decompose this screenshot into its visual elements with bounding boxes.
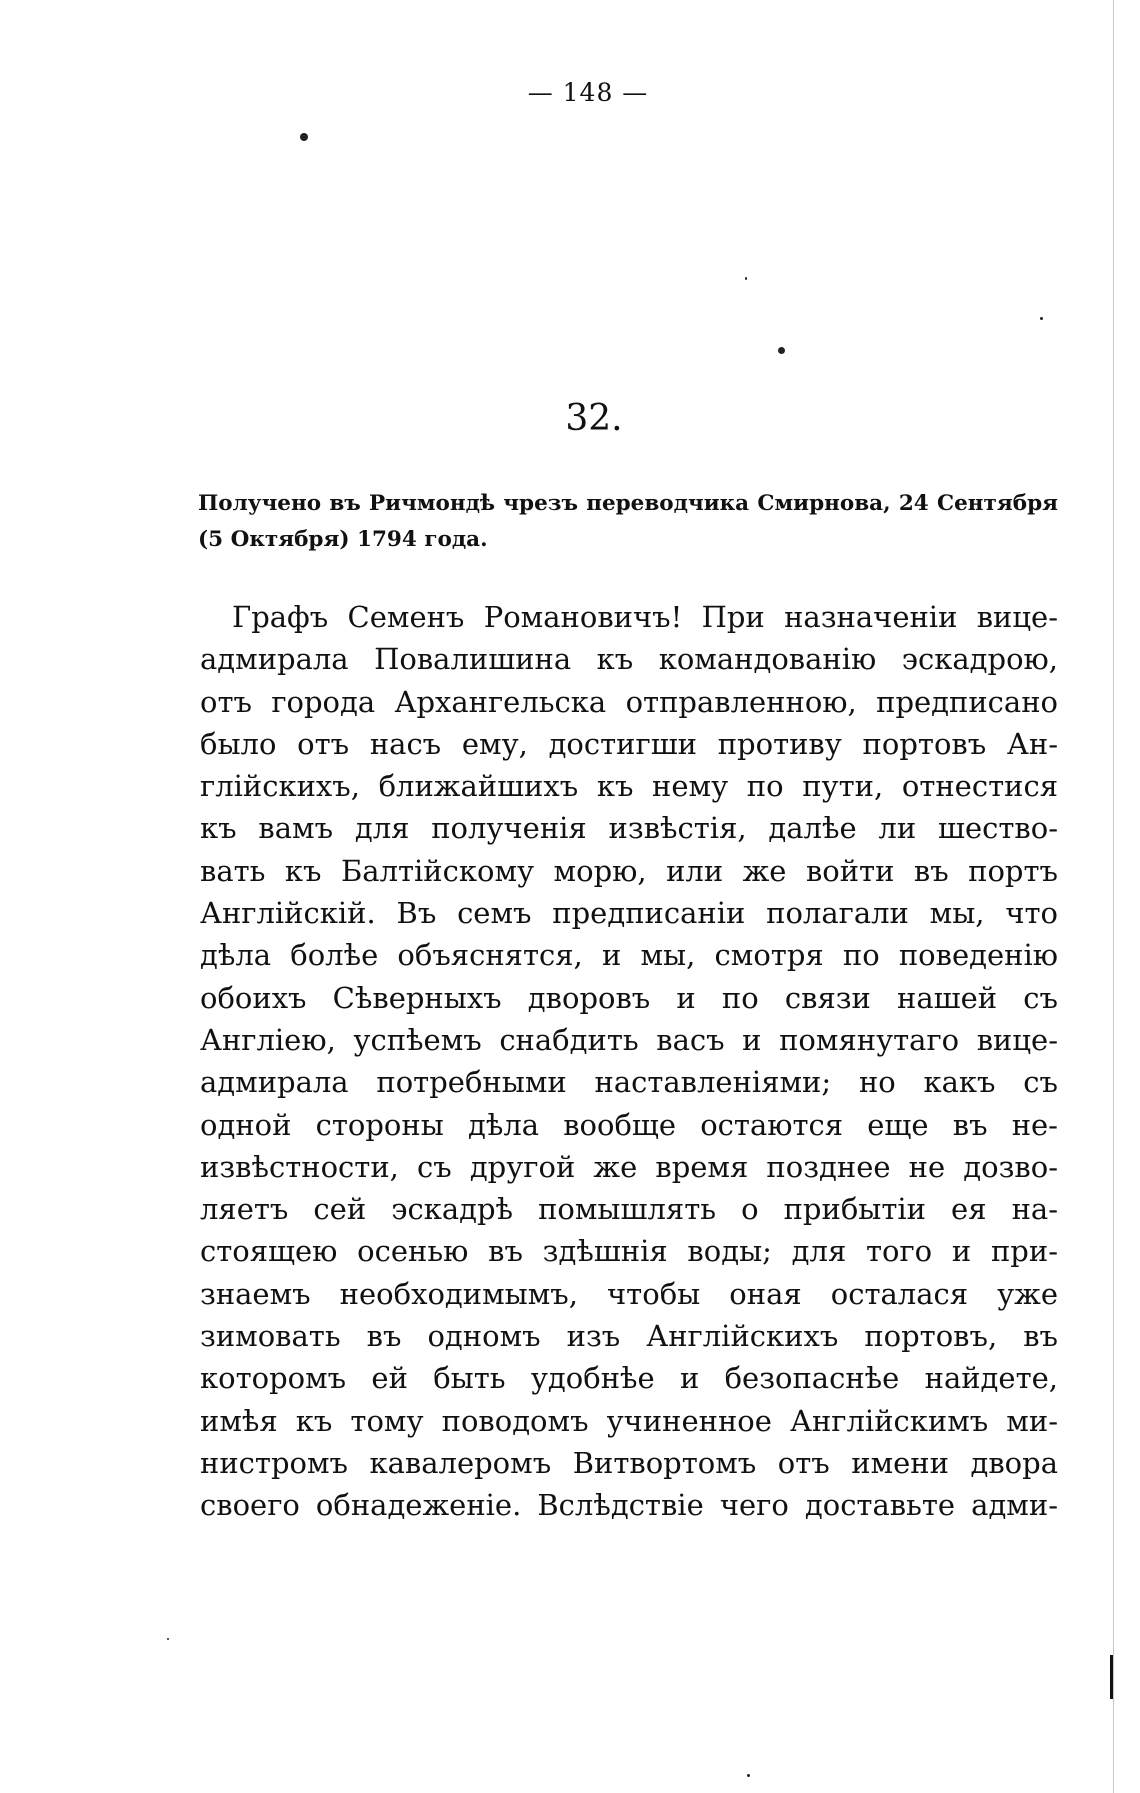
letter-line: обоихъ Сѣверныхъ дворовъ и по связи нашей съ — [200, 980, 1058, 1015]
letter-line: было отъ насъ ему, достигши противу портовъ Ан- — [200, 726, 1058, 761]
letter-line: отъ города Архангельска отправленною, предписано — [200, 684, 1058, 719]
ink-speck — [1040, 317, 1043, 320]
letter-line: стоящею осенью въ здѣшнія воды; для того и при- — [200, 1234, 1058, 1269]
letter-line: своего обнадеженіе. Вслѣдствіе чего доставьте адми- — [200, 1488, 1058, 1523]
letter-line: извѣстности, съ другой же время позднее не дозво- — [200, 1149, 1058, 1184]
page-edge-mark — [1110, 1655, 1113, 1699]
letter-line: глійскихъ, ближайшихъ къ нему по пути, отнестися — [200, 769, 1058, 804]
ink-speck — [300, 133, 308, 141]
ink-speck — [778, 347, 785, 354]
ink-speck — [745, 277, 747, 280]
letter-line: имѣя къ тому поводомъ учиненное Англійскимъ ми- — [200, 1403, 1058, 1438]
letter-line: ляетъ сей эскадрѣ помышлять о прибытіи ея на- — [200, 1192, 1058, 1227]
letter-line: къ вамъ для полученія извѣстія, далѣе ли шество- — [200, 811, 1058, 846]
letter-line: вать къ Балтійскому морю, или же войти въ портъ — [200, 853, 1058, 888]
letter-line: зимовать въ одномъ изъ Англійскихъ портовъ, въ — [200, 1319, 1058, 1354]
receipt-note-line: Получено въ Ричмондѣ чрезъ переводчика Смирнова, 24 Сентября — [198, 491, 1058, 516]
receipt-note — [198, 486, 1058, 558]
letter-line: которомъ ей быть удобнѣе и безопаснѣе найдете, — [200, 1361, 1058, 1396]
letter-line: адмирала Повалишина къ командованію эскадрою, — [200, 642, 1058, 677]
letter-line: Англійскій. Въ семъ предписаніи полагали мы, что — [200, 896, 1058, 931]
letter-line: знаемъ необходимымъ, чтобы оная осталася уже — [200, 1276, 1058, 1311]
letter-line: дѣла болѣе объяснятся, и мы, смотря по поведенію — [200, 938, 1058, 973]
ink-speck — [167, 1638, 169, 1640]
letter-line: одной стороны дѣла вообще остаются еще въ не- — [200, 1107, 1058, 1142]
document-number: 32. — [565, 398, 623, 439]
page-edge-rule — [1113, 0, 1114, 1793]
letter-line: Графъ Семенъ Романовичъ! При назначеніи вице- — [232, 600, 1058, 634]
receipt-note-line: (5 Октября) 1794 года. — [198, 527, 488, 552]
letter-body — [200, 596, 1058, 1527]
letter-line: нистромъ кавалеромъ Витвортомъ отъ имени двора — [200, 1445, 1058, 1480]
letter-line: Англіею, успѣемъ снабдить васъ и помянутаго вице- — [200, 1022, 1058, 1057]
page-number: — 148 — — [527, 78, 649, 107]
letter-line: адмирала потребными наставленіями; но какъ съ — [200, 1065, 1058, 1100]
ink-speck — [747, 1774, 750, 1777]
